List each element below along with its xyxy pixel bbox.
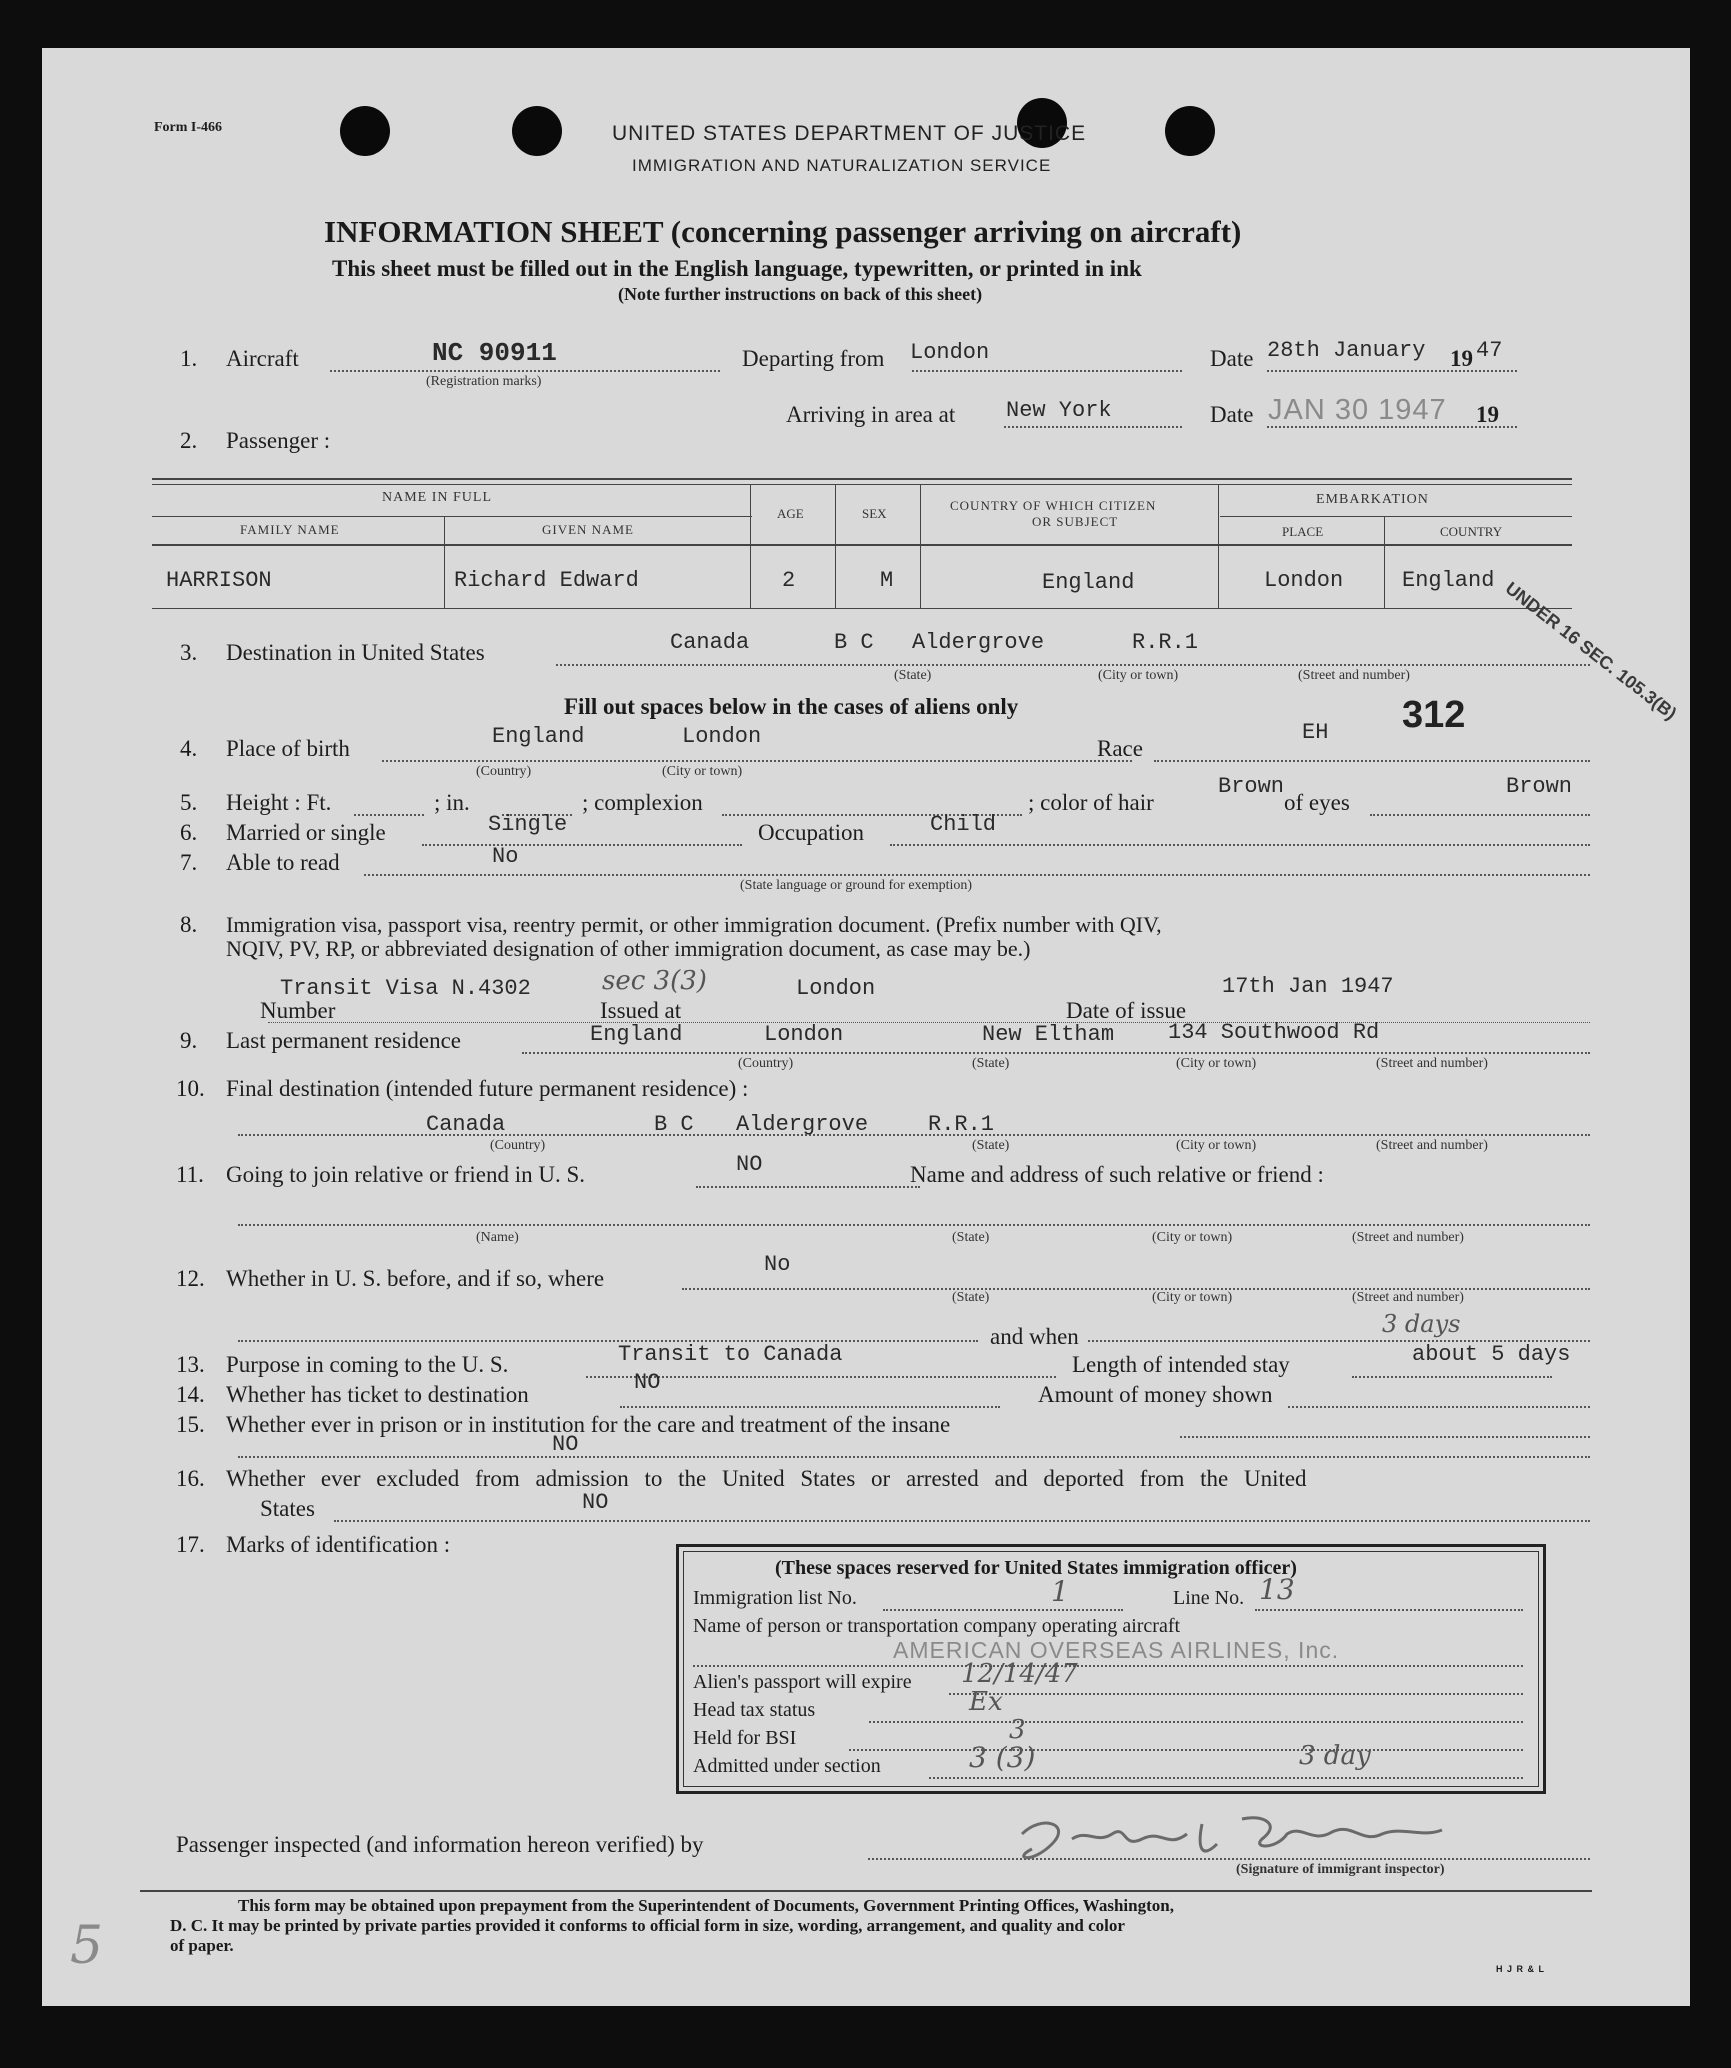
- col-sex: SEX: [862, 506, 887, 521]
- birth-label: Place of birth: [226, 736, 350, 761]
- city-caption: (City or town): [662, 764, 743, 779]
- col-country-citizen: COUNTRY OF WHICH CITIZEN: [950, 498, 1157, 513]
- handwritten-days: 3 days: [1382, 1310, 1461, 1338]
- item-number: 5.: [180, 790, 198, 815]
- and-when-label: and when: [990, 1324, 1079, 1349]
- cell-family-name: HARRISON: [166, 568, 272, 593]
- col-country: COUNTRY: [1440, 524, 1503, 539]
- city-caption: (City or town): [1176, 1138, 1257, 1153]
- country-caption: (Country): [476, 764, 532, 779]
- departure-year-value: 47: [1476, 338, 1503, 363]
- aircraft-value: NC 90911: [432, 338, 557, 368]
- state-caption: (State): [952, 1230, 990, 1245]
- city-caption: (City or town): [1176, 1056, 1257, 1071]
- destination-city-value: Aldergrove: [912, 630, 1045, 655]
- cell-given-name: Richard Edward: [454, 568, 639, 593]
- form-page: [42, 48, 1690, 2006]
- marital-value: Single: [488, 812, 568, 837]
- head-tax-value: Ex: [969, 1687, 1003, 1717]
- dept-name: UNITED STATES DEPARTMENT OF JUSTICE: [612, 122, 1087, 145]
- admitted-days-value: 3 day: [1299, 1741, 1371, 1771]
- join-relative-value: NO: [736, 1152, 763, 1177]
- inspected-by-label: Passenger inspected (and information hereon verified) by: [176, 1832, 704, 1857]
- officer-box-heading: (These spaces reserved for United States immigration officer): [775, 1557, 1297, 1579]
- street-caption: (Street and number): [1376, 1138, 1488, 1153]
- head-tax-label: Head tax status: [693, 1699, 816, 1721]
- prison-label: Whether ever in prison or in institution for the care and treatment of the insane: [226, 1412, 951, 1437]
- final-street-value: R.R.1: [928, 1112, 995, 1137]
- final-destination-label: Final destination (intended future permanent residence) :: [226, 1076, 749, 1101]
- country-caption: (Country): [490, 1138, 546, 1153]
- passenger-label: Passenger :: [226, 428, 331, 453]
- street-caption: (Street and number): [1352, 1290, 1464, 1305]
- line-no-value: 13: [1259, 1573, 1295, 1606]
- destination-label: Destination in United States: [226, 640, 485, 665]
- cell-embark-place: London: [1264, 568, 1344, 593]
- item-number: 6.: [180, 820, 198, 845]
- cell-age: 2: [782, 568, 796, 593]
- item-number: 7.: [180, 850, 198, 875]
- final-city-value: Aldergrove: [736, 1112, 869, 1137]
- city-caption: (City or town): [1098, 668, 1179, 683]
- occupation-label: Occupation: [758, 820, 865, 845]
- col-place: PLACE: [1282, 524, 1324, 539]
- departing-value: London: [910, 340, 990, 365]
- eyes-label: of eyes: [1284, 790, 1350, 815]
- street-caption: (Street and number): [1376, 1056, 1488, 1071]
- item-number: 4.: [180, 736, 198, 761]
- race-value: EH: [1302, 720, 1329, 745]
- excluded-label-line2: States: [260, 1496, 315, 1521]
- visa-label-line1: Immigration visa, passport visa, reentry permit, or other immigration document. (Prefix number with QIV,: [226, 912, 1162, 937]
- number-label: Number: [260, 998, 336, 1023]
- registration-note: (Registration marks): [426, 374, 542, 389]
- signature-caption: (Signature of immigrant inspector): [1236, 1862, 1445, 1877]
- arrival-date-stamp: JAN 30 1947: [1268, 394, 1447, 426]
- item-number: 14.: [176, 1382, 205, 1407]
- visa-label-line2: NQIV, PV, RP, or abbreviated designation of other immigration document, as case may be.): [226, 936, 1031, 961]
- occupation-value: Child: [930, 812, 997, 837]
- length-of-stay-label: Length of intended stay: [1072, 1352, 1290, 1377]
- col-given-name: GIVEN NAME: [542, 522, 634, 537]
- operator-stamp: AMERICAN OVERSEAS AIRLINES, Inc.: [893, 1637, 1340, 1663]
- item-number: 13.: [176, 1352, 205, 1377]
- last-street-value: 134 Southwood Rd: [1168, 1020, 1380, 1045]
- cell-embark-country: England: [1402, 568, 1495, 593]
- country-caption: (Country): [738, 1056, 794, 1071]
- marks-label: Marks of identification :: [226, 1532, 451, 1557]
- destination-state-value: Canada: [670, 630, 750, 655]
- arriving-label: Arriving in area at: [786, 402, 956, 427]
- year-prefix: 19: [1476, 402, 1499, 427]
- join-relative-label: Going to join relative or friend in U. S.: [226, 1162, 585, 1187]
- complexion-label: ; complexion: [582, 790, 703, 815]
- footer-line3: of paper.: [170, 1936, 234, 1955]
- state-caption: (State): [894, 668, 932, 683]
- birth-city-value: London: [682, 724, 762, 749]
- last-state-value: London: [764, 1022, 844, 1047]
- race-stamp-number: 312: [1402, 694, 1466, 736]
- visa-number-value: Transit Visa N.4302: [280, 976, 531, 1001]
- state-caption: (State): [972, 1056, 1010, 1071]
- form-title: INFORMATION SHEET (concerning passenger arriving on aircraft): [324, 214, 1242, 249]
- item-number: 1.: [180, 346, 198, 371]
- relative-name-address-label: Name and address of such relative or friend :: [910, 1162, 1324, 1187]
- city-caption: (City or town): [1152, 1230, 1233, 1245]
- married-label: Married or single: [226, 820, 386, 845]
- purpose-value: Transit to Canada: [618, 1342, 843, 1367]
- money-label: Amount of money shown: [1038, 1382, 1273, 1407]
- issued-at-label: Issued at: [600, 998, 682, 1023]
- excluded-label-line1: Whether ever excluded from admission to the United States or arrested and deported from the United: [226, 1466, 1307, 1491]
- read-label: Able to read: [226, 850, 340, 875]
- length-of-stay-value: about 5 days: [1412, 1342, 1571, 1367]
- punch-hole: [512, 106, 562, 156]
- held-bsi-label: Held for BSI: [693, 1727, 797, 1749]
- col-name-in-full: NAME IN FULL: [382, 490, 492, 505]
- list-no-value: 1: [1051, 1575, 1069, 1608]
- item-number: 8.: [180, 912, 198, 937]
- date-of-issue-label: Date of issue: [1066, 998, 1187, 1023]
- form-number: Form I-466: [154, 120, 223, 135]
- name-caption: (Name): [476, 1230, 519, 1245]
- last-residence-label: Last permanent residence: [226, 1028, 461, 1053]
- admitted-section-label: Admitted under section: [693, 1755, 881, 1777]
- aliens-only-heading: Fill out spaces below in the cases of aliens only: [564, 694, 1019, 719]
- margin-handwritten-mark: 5: [70, 1916, 104, 1976]
- race-label: Race: [1097, 736, 1143, 761]
- before-in-us-label: Whether in U. S. before, and if so, where: [226, 1266, 605, 1291]
- state-caption: (State): [972, 1138, 1010, 1153]
- read-value: No: [492, 844, 519, 869]
- before-in-us-value: No: [764, 1252, 791, 1277]
- passport-expire-value: 12/14/47: [961, 1659, 1078, 1689]
- last-country-value: England: [590, 1022, 683, 1047]
- departing-label: Departing from: [742, 346, 885, 371]
- prison-value: NO: [552, 1432, 579, 1457]
- date-label: Date: [1210, 402, 1254, 427]
- col-or-subject: OR SUBJECT: [1032, 514, 1119, 529]
- date-label: Date: [1210, 346, 1254, 371]
- printer-code: H J R & L: [1496, 1964, 1546, 1974]
- year-prefix: 19: [1450, 346, 1473, 371]
- excluded-value: NO: [582, 1490, 609, 1515]
- hair-label: ; color of hair: [1028, 790, 1154, 815]
- col-family-name: FAMILY NAME: [240, 522, 340, 537]
- item-number: 2.: [180, 428, 198, 453]
- operator-label: Name of person or transportation company operating aircraft: [693, 1615, 1181, 1637]
- item-number: 10.: [176, 1076, 205, 1101]
- handwritten-section: sec 3(3): [602, 966, 707, 996]
- item-number: 15.: [176, 1412, 205, 1437]
- final-country-value: Canada: [426, 1112, 506, 1137]
- list-no-label: Immigration list No.: [693, 1587, 857, 1609]
- inches-label: ; in.: [434, 790, 470, 815]
- street-caption: (Street and number): [1298, 668, 1410, 683]
- state-caption: (State): [952, 1290, 990, 1305]
- street-caption: (Street and number): [1352, 1230, 1464, 1245]
- col-embarkation: EMBARKATION: [1316, 492, 1429, 507]
- read-note: (State language or ground for exemption): [740, 878, 973, 893]
- birth-country-value: England: [492, 724, 585, 749]
- destination-street-value: R.R.1: [1132, 630, 1199, 655]
- final-state-value: B C: [654, 1112, 694, 1137]
- item-number: 16.: [176, 1466, 205, 1491]
- purpose-label: Purpose in coming to the U. S.: [226, 1352, 509, 1377]
- aircraft-label: Aircraft: [226, 346, 299, 371]
- item-number: 11.: [176, 1162, 204, 1187]
- eyes-value: Brown: [1506, 774, 1573, 799]
- ticket-value: NO: [634, 1370, 661, 1395]
- passport-expire-label: Alien's passport will expire: [693, 1671, 912, 1693]
- item-number: 17.: [176, 1532, 205, 1557]
- line-no-label: Line No.: [1173, 1587, 1245, 1609]
- footer-line1: This form may be obtained upon prepayment from the Superintendent of Documents, Government Printing Offices, Washington,: [238, 1896, 1174, 1915]
- service-name: IMMIGRATION AND NATURALIZATION SERVICE: [632, 156, 1052, 175]
- ticket-label: Whether has ticket to destination: [226, 1382, 529, 1407]
- hair-value: Brown: [1218, 774, 1285, 799]
- under-16-stamp: UNDER 16 SEC. 105.3(B): [1501, 578, 1681, 724]
- officer-box: [676, 1544, 1546, 1794]
- last-city-value: New Eltham: [982, 1022, 1115, 1047]
- visa-date-value: 17th Jan 1947: [1222, 974, 1394, 999]
- form-note: (Note further instructions on back of this sheet): [618, 284, 983, 304]
- arriving-value: New York: [1006, 398, 1112, 423]
- held-bsi-value: 3: [1009, 1715, 1026, 1745]
- visa-issued-value: London: [796, 976, 876, 1001]
- city-caption: (City or town): [1152, 1290, 1233, 1305]
- admitted-section-value: 3 (3): [969, 1741, 1036, 1774]
- item-number: 9.: [180, 1028, 198, 1053]
- item-number: 3.: [180, 640, 198, 665]
- form-subtitle: This sheet must be filled out in the English language, typewritten, or printed in ink: [332, 256, 1142, 281]
- cell-sex: M: [880, 568, 894, 593]
- punch-hole: [1165, 106, 1215, 156]
- footer-line2: D. C. It may be printed by private parties provided it conforms to official form in size, wording, arrangement, and quality and color: [170, 1916, 1125, 1935]
- item-number: 12.: [176, 1266, 205, 1291]
- departure-date-value: 28th January: [1267, 338, 1426, 363]
- cell-citizen: England: [1042, 570, 1135, 595]
- col-age: AGE: [777, 506, 804, 521]
- height-label: Height : Ft.: [226, 790, 332, 815]
- destination-province-value: B C: [834, 630, 874, 655]
- punch-hole: [340, 106, 390, 156]
